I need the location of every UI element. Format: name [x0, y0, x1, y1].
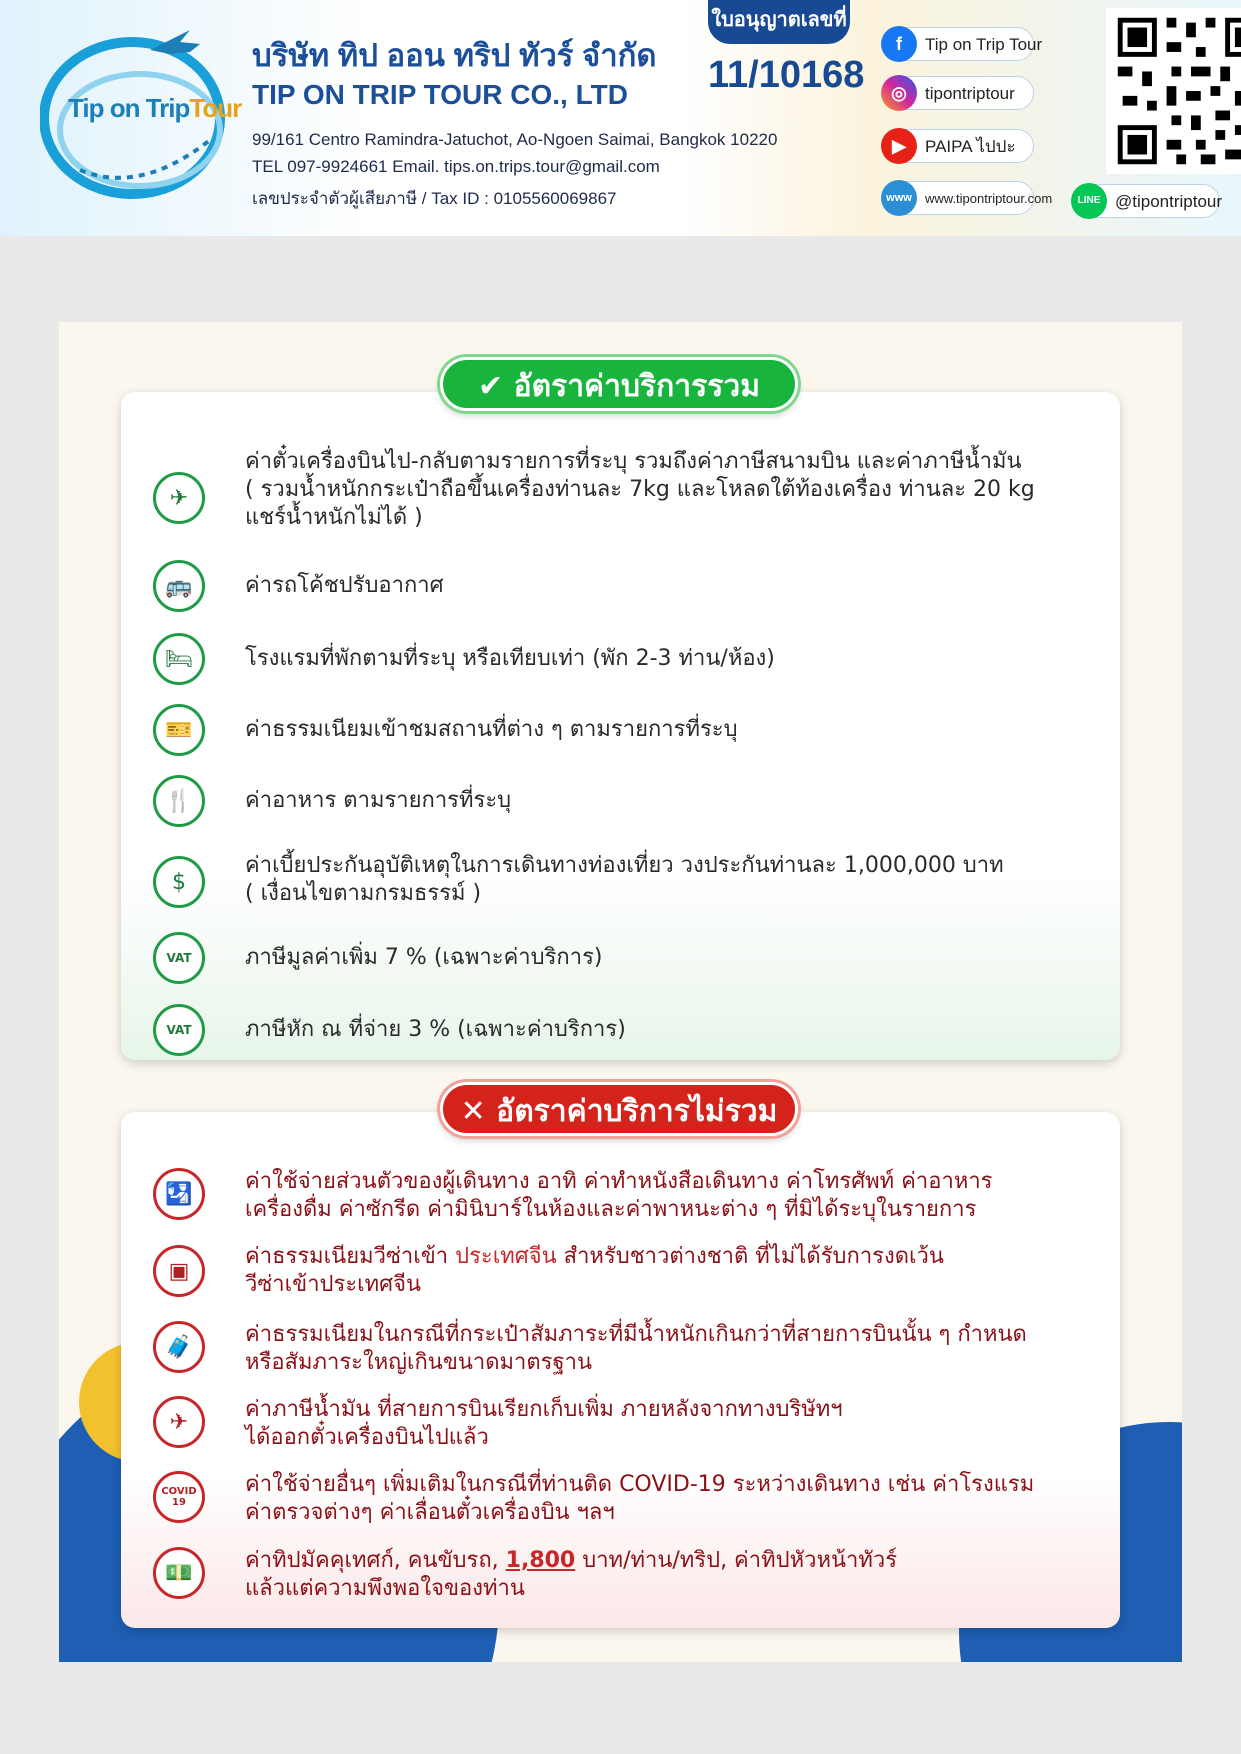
company-address: 99/161 Centro Ramindra-Jatuchot, Ao-Ngoen Saimai, Bangkok 10220 [252, 130, 778, 149]
excluded-item-text: แล้วแต่ความพึงพอใจของท่าน [245, 1576, 525, 1601]
passport-icon: 🛂 [153, 1168, 205, 1220]
license-label: ใบอนุญาตเลขที่ [708, 0, 850, 44]
excluded-item-text: เครื่องดื่ม ค่าซักรีด ค่ามินิบาร์ในห้องและค่าพาหนะต่าง ๆ ที่มิได้ระบุในรายการ [245, 1197, 977, 1222]
logo-wordmark: Tip on TripTour [68, 93, 242, 123]
included-item-text: ค่ารถโค้ชปรับอากาศ [245, 573, 444, 598]
excluded-item-text: ค่าทิปมัคคุเทศก์, คนขับรถ, 1,800 บาท/ท่าน/ทริป, ค่าทิปหัวหน้าทัวร์ [245, 1548, 898, 1573]
excluded-item-text: ค่าใช้จ่ายส่วนตัวของผู้เดินทาง อาทิ ค่าทำหนังสือเดินทาง ค่าโทรศัพท์ ค่าอาหาร [245, 1169, 993, 1194]
included-item-text: ( รวมน้ำหนักกระเป๋าถือขึ้นเครื่องท่านละ 7kg และโหลดใต้ท้องเครื่อง ท่านละ 20 kg [245, 477, 1035, 502]
included-item-text: ค่าธรรมเนียมเข้าชมสถานที่ต่าง ๆ ตามรายการที่ระบุ [245, 717, 738, 742]
excluded-item-text: หรือสัมภาระใหญ่เกินขนาดมาตรฐาน [245, 1350, 593, 1375]
license-number: 11/10168 [708, 54, 865, 96]
vat-icon: VAT [153, 1004, 205, 1056]
included-item-text: โรงแรมที่พักตามที่ระบุ หรือเทียบเท่า (พัก 2-3 ท่าน/ห้อง) [245, 646, 775, 671]
excluded-item-text: ค่าตรวจต่างๆ ค่าเลื่อนตั๋วเครื่องบิน ฯลฯ [245, 1500, 615, 1525]
visa-icon: ▣ [153, 1245, 205, 1297]
excluded-item-text: ค่าภาษีน้ำมัน ที่สายการบินเรียกเก็บเพิ่ม ภายหลังจากทางบริษัทฯ [245, 1397, 843, 1422]
included-item-text: ค่าเบี้ยประกันอุบัติเหตุในการเดินทางท่องเที่ยว วงประกันท่านละ 1,000,000 บาท [245, 853, 1004, 878]
check-icon: ✔ [478, 369, 504, 404]
excluded-item-text: ค่าธรรมเนียมวีซ่าเข้า ประเทศจีน สำหรับชาวต่างชาติ ที่ไม่ได้รับการงดเว้น [245, 1244, 944, 1269]
line-icon: LINE [1071, 183, 1107, 219]
excluded-heading: ✕ อัตราค่าบริการไม่รวม [440, 1082, 798, 1136]
bus-icon: 🚌 [153, 560, 205, 612]
cutlery-icon: 🍴 [153, 775, 205, 827]
included-heading: ✔ อัตราค่าบริการรวม [440, 357, 798, 411]
money-icon: 💵 [153, 1547, 205, 1599]
airplane-icon: ✈ [153, 1396, 205, 1448]
instagram-icon: ◎ [881, 75, 917, 111]
globe-icon: www [881, 180, 917, 216]
line-link[interactable]: LINE @tipontriptour [1078, 184, 1220, 218]
qr-code [1106, 8, 1241, 174]
company-name-english: TIP ON TRIP TOUR CO., LTD [252, 79, 628, 110]
letterhead [0, 0, 1241, 236]
excluded-item-text: ได้ออกตั๋วเครื่องบินไปแล้ว [245, 1425, 489, 1450]
facebook-icon: f [881, 26, 917, 62]
service-rate-panel [59, 322, 1182, 1662]
company-tax-id: เลขประจำตัวผู้เสียภาษี / Tax ID : 0105560069867 [252, 189, 617, 208]
bed-icon: 🛏 [153, 633, 205, 685]
company-contact: TEL 097-9924661 Email. tips.on.trips.tour@gmail.com [252, 157, 660, 176]
vat-icon: VAT [153, 932, 205, 984]
included-item-text: ภาษีหัก ณ ที่จ่าย 3 % (เฉพาะค่าบริการ) [245, 1017, 626, 1042]
company-name-thai: บริษัท ทิป ออน ทริป ทัวร์ จำกัด [252, 38, 657, 73]
excluded-item-text: วีซ่าเข้าประเทศจีน [245, 1272, 422, 1297]
covid-icon: COVID 19 [153, 1471, 205, 1523]
youtube-link[interactable]: ▶ PAIPA ไปปะ [888, 129, 1034, 163]
included-item-text: ( เงื่อนไขตามกรมธรรม์ ) [245, 881, 482, 906]
included-item-text: ค่าตั๋วเครื่องบินไป-กลับตามรายการที่ระบุ รวมถึงค่าภาษีสนามบิน และค่าภาษีน้ำมัน [245, 449, 1022, 474]
excluded-card [121, 1112, 1120, 1628]
youtube-icon: ▶ [881, 128, 917, 164]
included-item-text: ค่าอาหาร ตามรายการที่ระบุ [245, 788, 512, 813]
included-item-text: แชร์น้ำหนักไม่ได้ ) [245, 505, 423, 530]
luggage-icon: 🧳 [153, 1321, 205, 1373]
included-item-text: ภาษีมูลค่าเพิ่ม 7 % (เฉพาะค่าบริการ) [245, 945, 603, 970]
included-card [121, 392, 1120, 1060]
facebook-link[interactable]: f Tip on Trip Tour [888, 27, 1034, 61]
website-link[interactable]: www www.tipontriptour.com [888, 181, 1034, 215]
excluded-item-text: ค่าใช้จ่ายอื่นๆ เพิ่มเติมในกรณีที่ท่านติด COVID-19 ระหว่างเดินทาง เช่น ค่าโรงแรม [245, 1472, 1035, 1497]
instagram-link[interactable]: ◎ tipontriptour [888, 76, 1034, 110]
ticket-icon: 🎫 [153, 704, 205, 756]
close-icon: ✕ [460, 1094, 486, 1129]
insurance-icon: $ [153, 856, 205, 908]
excluded-item-text: ค่าธรรมเนียมในกรณีที่กระเป๋าสัมภาระที่มีน้ำหนักเกินกว่าที่สายการบินนั้น ๆ กำหนด [245, 1322, 1027, 1347]
airplane-icon: ✈ [153, 472, 205, 524]
